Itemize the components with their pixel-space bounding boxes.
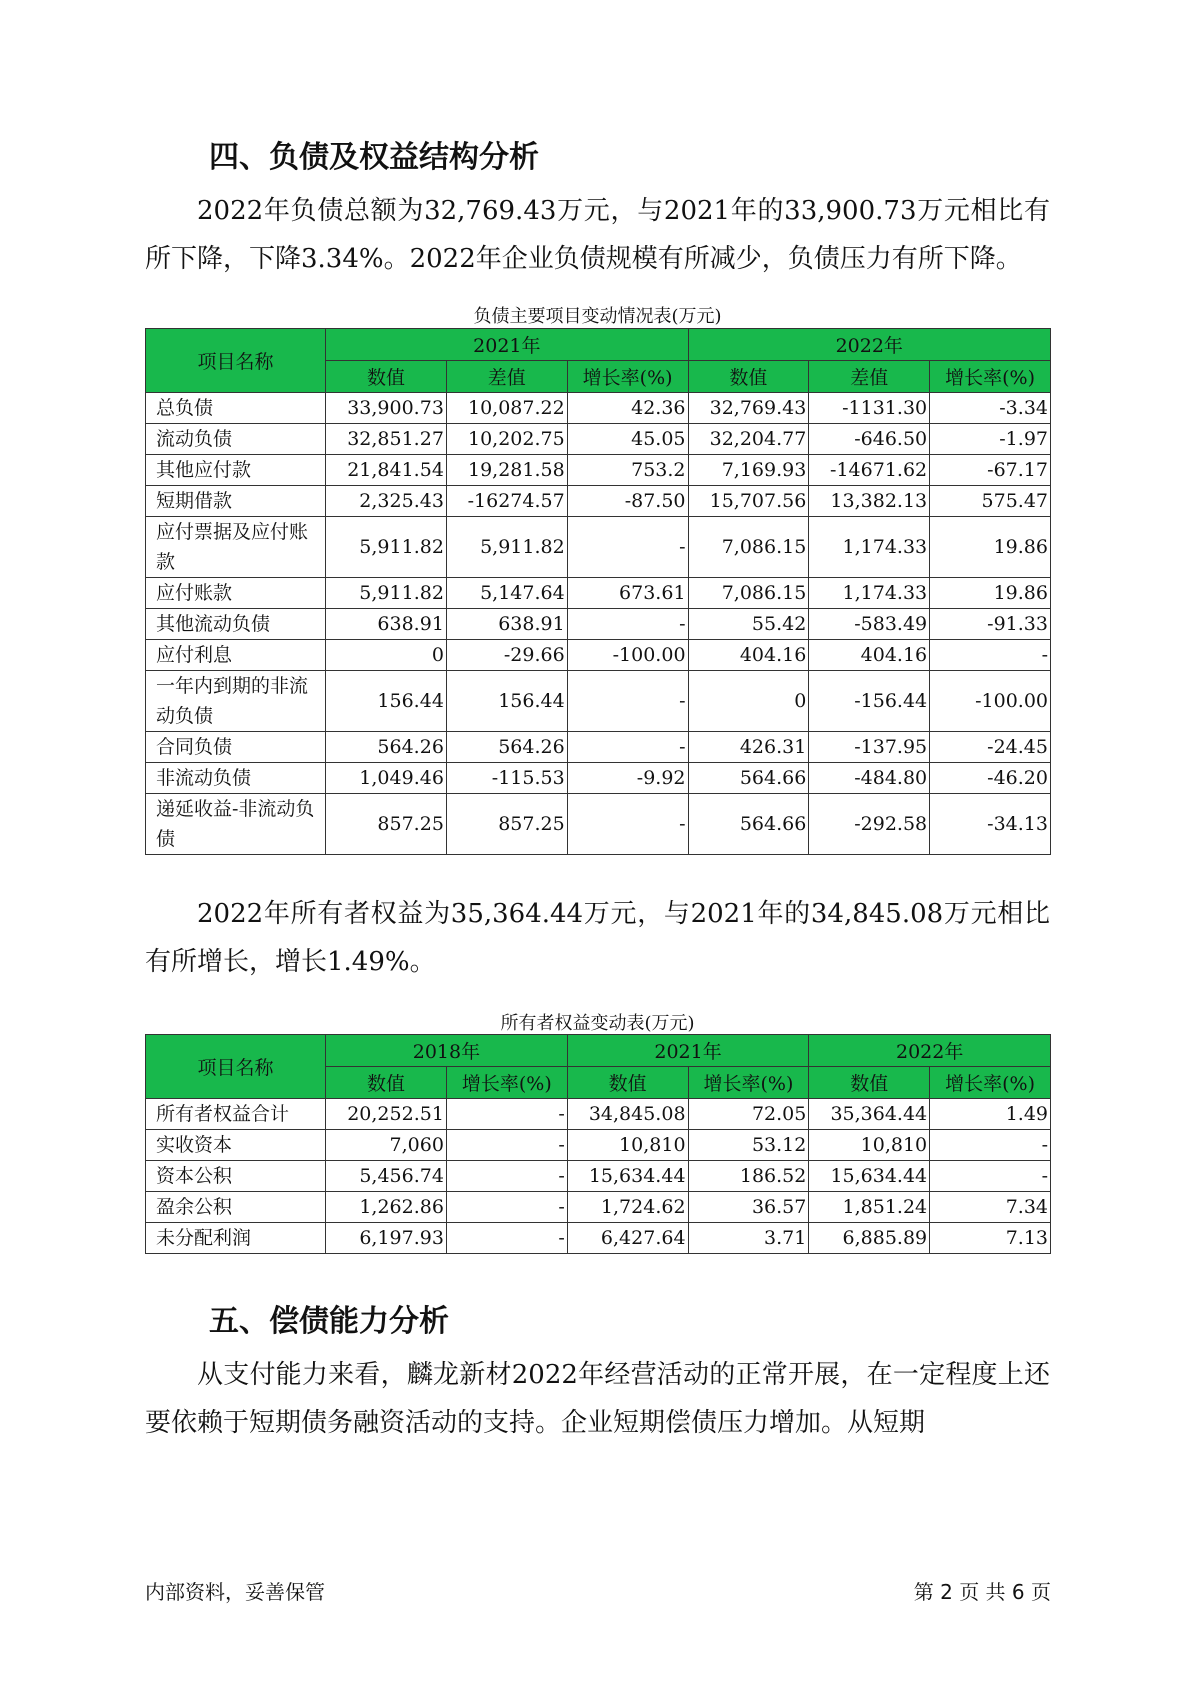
cell-g1: -: [567, 609, 688, 640]
cell-d1: 5,911.82: [446, 517, 567, 578]
equity-year-2021-header: 2021年: [567, 1035, 809, 1067]
cell-cg: -: [930, 1130, 1051, 1161]
cell-g2: 19.86: [930, 578, 1051, 609]
cell-v1: 857.25: [326, 794, 447, 855]
debt-col-growth: 增长率(%): [567, 361, 688, 393]
cell-g1: 45.05: [567, 424, 688, 455]
row-label: 资本公积: [146, 1161, 326, 1192]
debt-col-diff: 差值: [809, 361, 930, 393]
equity-col-value: 数值: [567, 1067, 688, 1099]
debt-table-caption: 负债主要项目变动情况表(万元): [473, 306, 722, 327]
cell-d2: -484.80: [809, 763, 930, 794]
cell-v2: 426.31: [688, 732, 809, 763]
cell-c: 15,634.44: [809, 1161, 930, 1192]
cell-ag: -: [446, 1223, 567, 1254]
row-label: 递延收益-非流动负债: [146, 794, 326, 855]
table-row: [146, 578, 1051, 609]
row-label: 非流动负债: [146, 763, 326, 794]
row-label: 盈余公积: [146, 1192, 326, 1223]
cell-c: 10,810: [809, 1130, 930, 1161]
row-label: 未分配利润: [146, 1223, 326, 1254]
footer-confidential: 内部资料，妥善保管: [145, 1580, 325, 1604]
table-row: [146, 1130, 1051, 1161]
cell-d1: 564.26: [446, 732, 567, 763]
table-row: [146, 424, 1051, 455]
cell-b: 34,845.08: [567, 1099, 688, 1130]
table-row: [146, 732, 1051, 763]
table-row: [146, 1192, 1051, 1223]
cell-v1: 21,841.54: [326, 455, 447, 486]
row-label: 其他流动负债: [146, 609, 326, 640]
cell-v1: 1,049.46: [326, 763, 447, 794]
cell-a: 7,060: [326, 1130, 447, 1161]
cell-c: 1,851.24: [809, 1192, 930, 1223]
equity-col-value: 数值: [326, 1067, 447, 1099]
debt-table: [145, 328, 1051, 855]
cell-d1: -29.66: [446, 640, 567, 671]
cell-g2: -3.34: [930, 393, 1051, 424]
cell-d2: -646.50: [809, 424, 930, 455]
cell-c: 35,364.44: [809, 1099, 930, 1130]
cell-cg: 1.49: [930, 1099, 1051, 1130]
table-row: [146, 763, 1051, 794]
footer-page-number: 第 2 页 共 6 页: [913, 1580, 1051, 1604]
section-5-title: 五、偿债能力分析: [209, 1304, 449, 1339]
row-label: 短期借款: [146, 486, 326, 517]
debt-item-header: 项目名称: [146, 329, 326, 393]
cell-g2: -67.17: [930, 455, 1051, 486]
cell-g2: 575.47: [930, 486, 1051, 517]
cell-g2: -34.13: [930, 794, 1051, 855]
row-label: 实收资本: [146, 1130, 326, 1161]
row-label: 应付利息: [146, 640, 326, 671]
cell-g1: 753.2: [567, 455, 688, 486]
cell-bg: 186.52: [688, 1161, 809, 1192]
cell-g1: -: [567, 732, 688, 763]
row-label: 流动负债: [146, 424, 326, 455]
cell-v1: 5,911.82: [326, 578, 447, 609]
cell-g2: -: [930, 640, 1051, 671]
cell-d2: -1131.30: [809, 393, 930, 424]
table-row: [146, 640, 1051, 671]
cell-v1: 156.44: [326, 671, 447, 732]
equity-paragraph: 2022年所有者权益为35,364.44万元，与2021年的34,845.08万元相比有所增长，增长1.49%。: [145, 899, 1050, 977]
cell-d2: -137.95: [809, 732, 930, 763]
cell-ag: -: [446, 1161, 567, 1192]
cell-v2: 564.66: [688, 794, 809, 855]
cell-d1: 10,202.75: [446, 424, 567, 455]
equity-year-2022-header: 2022年: [809, 1035, 1051, 1067]
cell-g2: -46.20: [930, 763, 1051, 794]
table-row: [146, 1161, 1051, 1192]
row-label: 一年内到期的非流动负债: [146, 671, 326, 732]
equity-col-value: 数值: [809, 1067, 930, 1099]
cell-g1: -: [567, 671, 688, 732]
cell-d1: 857.25: [446, 794, 567, 855]
cell-v2: 404.16: [688, 640, 809, 671]
cell-d1: -115.53: [446, 763, 567, 794]
section-4-title: 四、负债及权益结构分析: [209, 140, 539, 175]
debt-col-diff: 差值: [446, 361, 567, 393]
cell-a: 1,262.86: [326, 1192, 447, 1223]
cell-v2: 7,086.15: [688, 578, 809, 609]
row-label: 合同负债: [146, 732, 326, 763]
cell-ag: -: [446, 1130, 567, 1161]
cell-d1: 638.91: [446, 609, 567, 640]
row-label: 应付票据及应付账款: [146, 517, 326, 578]
cell-d2: 1,174.33: [809, 578, 930, 609]
cell-g2: -91.33: [930, 609, 1051, 640]
row-label: 所有者权益合计: [146, 1099, 326, 1130]
cell-ag: -: [446, 1192, 567, 1223]
table-row: [146, 609, 1051, 640]
solvency-paragraph: 从支付能力来看，麟龙新材2022年经营活动的正常开展，在一定程度上还要依赖于短期债务融资活动的支持。企业短期偿债压力增加。从短期: [145, 1360, 1050, 1438]
table-row: [146, 486, 1051, 517]
cell-v2: 7,086.15: [688, 517, 809, 578]
equity-col-growth: 增长率(%): [930, 1067, 1051, 1099]
cell-v1: 5,911.82: [326, 517, 447, 578]
table-row: [146, 517, 1051, 578]
cell-cg: 7.13: [930, 1223, 1051, 1254]
cell-g2: -100.00: [930, 671, 1051, 732]
debt-col-value: 数值: [688, 361, 809, 393]
debt-year-2021-header: 2021年: [326, 329, 688, 361]
equity-col-growth: 增长率(%): [688, 1067, 809, 1099]
equity-table-caption: 所有者权益变动表(万元): [500, 1013, 695, 1034]
cell-b: 15,634.44: [567, 1161, 688, 1192]
cell-c: 6,885.89: [809, 1223, 930, 1254]
cell-v2: 32,204.77: [688, 424, 809, 455]
cell-v2: 15,707.56: [688, 486, 809, 517]
debt-col-value: 数值: [326, 361, 447, 393]
table-row: [146, 671, 1051, 732]
cell-d2: 1,174.33: [809, 517, 930, 578]
cell-g1: 673.61: [567, 578, 688, 609]
cell-v1: 33,900.73: [326, 393, 447, 424]
cell-v1: 0: [326, 640, 447, 671]
cell-ag: -: [446, 1099, 567, 1130]
cell-bg: 3.71: [688, 1223, 809, 1254]
cell-d1: 19,281.58: [446, 455, 567, 486]
cell-bg: 36.57: [688, 1192, 809, 1223]
cell-d1: 156.44: [446, 671, 567, 732]
cell-a: 20,252.51: [326, 1099, 447, 1130]
cell-d2: -156.44: [809, 671, 930, 732]
cell-a: 6,197.93: [326, 1223, 447, 1254]
cell-bg: 72.05: [688, 1099, 809, 1130]
cell-g1: -100.00: [567, 640, 688, 671]
cell-g1: -: [567, 517, 688, 578]
cell-v1: 564.26: [326, 732, 447, 763]
equity-year-2018-header: 2018年: [326, 1035, 568, 1067]
cell-v2: 564.66: [688, 763, 809, 794]
row-label: 应付账款: [146, 578, 326, 609]
cell-g2: 19.86: [930, 517, 1051, 578]
cell-d1: 5,147.64: [446, 578, 567, 609]
cell-v1: 2,325.43: [326, 486, 447, 517]
cell-g1: 42.36: [567, 393, 688, 424]
table-row: [146, 455, 1051, 486]
equity-col-growth: 增长率(%): [446, 1067, 567, 1099]
cell-g1: -9.92: [567, 763, 688, 794]
cell-d2: -583.49: [809, 609, 930, 640]
table-row: [146, 794, 1051, 855]
cell-g2: -1.97: [930, 424, 1051, 455]
cell-g1: -87.50: [567, 486, 688, 517]
table-row: [146, 1099, 1051, 1130]
debt-year-2022-header: 2022年: [688, 329, 1050, 361]
cell-d2: -14671.62: [809, 455, 930, 486]
cell-d2: 13,382.13: [809, 486, 930, 517]
cell-d2: -292.58: [809, 794, 930, 855]
equity-table: [145, 1034, 1051, 1254]
cell-g1: -: [567, 794, 688, 855]
cell-b: 10,810: [567, 1130, 688, 1161]
cell-cg: -: [930, 1161, 1051, 1192]
cell-b: 6,427.64: [567, 1223, 688, 1254]
debt-paragraph: 2022年负债总额为32,769.43万元，与2021年的33,900.73万元相比有所下降，下降3.34%。2022年企业负债规模有所减少，负债压力有所下降。: [145, 196, 1050, 274]
cell-a: 5,456.74: [326, 1161, 447, 1192]
debt-col-growth: 增长率(%): [930, 361, 1051, 393]
cell-bg: 53.12: [688, 1130, 809, 1161]
cell-d1: -16274.57: [446, 486, 567, 517]
cell-v1: 32,851.27: [326, 424, 447, 455]
cell-g2: -24.45: [930, 732, 1051, 763]
cell-v1: 638.91: [326, 609, 447, 640]
cell-v2: 0: [688, 671, 809, 732]
cell-d1: 10,087.22: [446, 393, 567, 424]
cell-v2: 7,169.93: [688, 455, 809, 486]
row-label: 其他应付款: [146, 455, 326, 486]
cell-v2: 32,769.43: [688, 393, 809, 424]
row-label: 总负债: [146, 393, 326, 424]
table-row: [146, 393, 1051, 424]
table-row: [146, 1223, 1051, 1254]
cell-b: 1,724.62: [567, 1192, 688, 1223]
cell-v2: 55.42: [688, 609, 809, 640]
equity-item-header: 项目名称: [146, 1035, 326, 1099]
cell-d2: 404.16: [809, 640, 930, 671]
cell-cg: 7.34: [930, 1192, 1051, 1223]
